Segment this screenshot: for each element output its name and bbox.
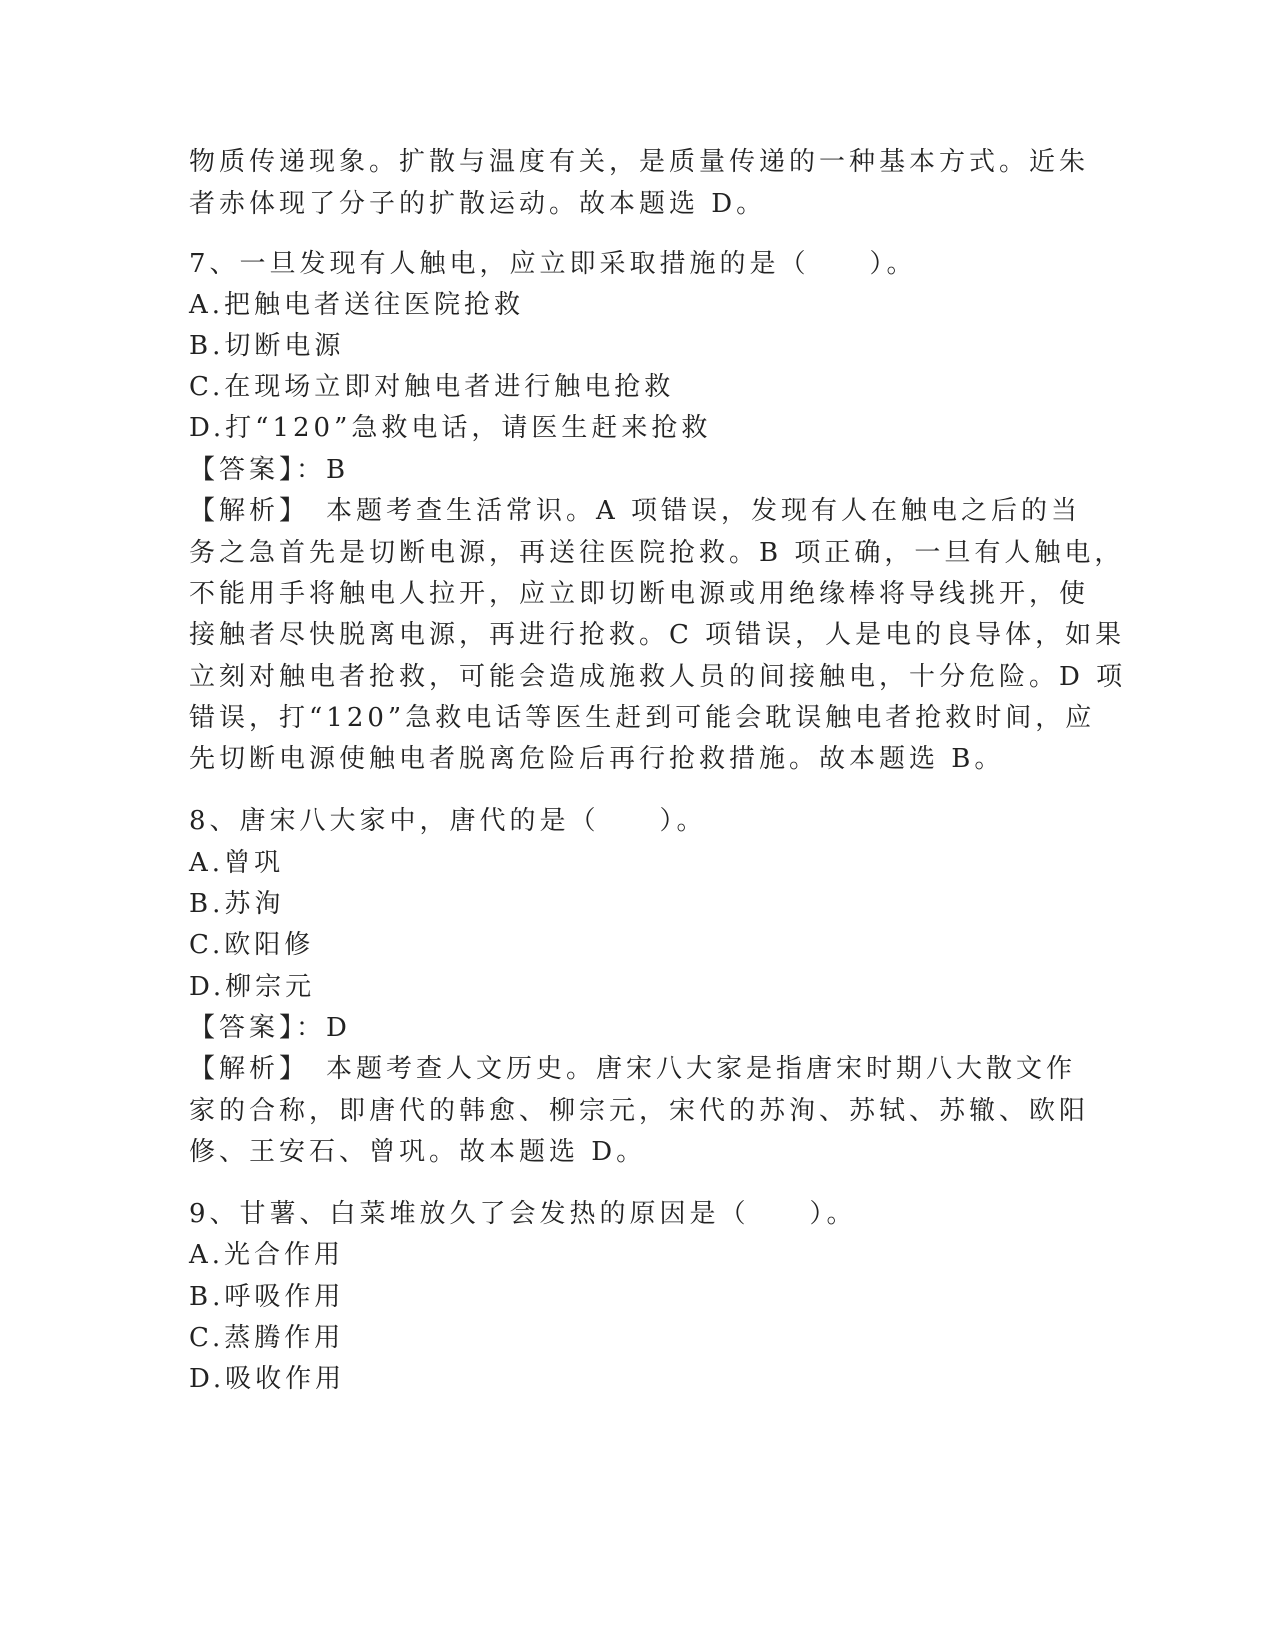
question-8-answer: 【答案】：D [189, 1013, 351, 1043]
question-7-option-d: D.打“120”急救电话，请医生赶来抢救 [189, 413, 712, 443]
question-7-explanation-line-6: 错误，打“120”急救电话等医生赶到可能会耽误触电者抢救时间，应 [189, 703, 1096, 733]
explanation-6-line-2: 者赤体现了分子的扩散运动。故本题选 D。 [189, 189, 767, 219]
question-8: 8、唐宋八大家中，唐代的是（ ）。 [189, 806, 707, 836]
question-9-option-a: A.光合作用 [189, 1240, 345, 1270]
question-8-explanation-line-3: 修、王安石、曾巩。故本题选 D。 [189, 1137, 647, 1167]
question-7-option-a: A.把触电者送往医院抢救 [189, 290, 525, 320]
question-8-option-d: D.柳宗元 [189, 972, 316, 1002]
question-7: 7、一旦发现有人触电，应立即采取措施的是（ ）。 [189, 249, 917, 279]
question-9-option-c: C.蒸腾作用 [189, 1323, 345, 1353]
question-7-option-c: C.在现场立即对触电者进行触电抢救 [189, 372, 675, 402]
question-8-explanation-line-1: 【解析】 本题考查人文历史。唐宋八大家是指唐宋时期八大散文作 [189, 1054, 1077, 1084]
question-7-explanation-line-5: 立刻对触电者抢救，可能会造成施救人员的间接触电，十分危险。D 项 [189, 662, 1127, 692]
question-8-explanation-line-2: 家的合称，即唐代的韩愈、柳宗元，宋代的苏洵、苏轼、苏辙、欧阳 [189, 1096, 1090, 1126]
question-8-option-c: C.欧阳修 [189, 930, 315, 960]
question-7-explanation-line-1: 【解析】 本题考查生活常识。A 项错误，发现有人在触电之后的当 [189, 496, 1082, 526]
question-7-explanation-line-7: 先切断电源使触电者脱离危险后再行抢救措施。故本题选 B。 [189, 744, 1005, 774]
question-8-option-a: A.曾巩 [189, 848, 285, 878]
question-7-answer: 【答案】：B [189, 455, 350, 485]
question-9-option-d: D.吸收作用 [189, 1364, 346, 1394]
question-9-option-b: B.呼吸作用 [189, 1282, 345, 1312]
question-7-option-b: B.切断电源 [189, 331, 345, 361]
question-8-option-b: B.苏洵 [189, 889, 285, 919]
explanation-6-line-1: 物质传递现象。扩散与温度有关，是质量传递的一种基本方式。近朱 [189, 147, 1090, 177]
question-9: 9、甘薯、白菜堆放久了会发热的原因是（ ）。 [189, 1199, 857, 1229]
question-7-explanation-line-2: 务之急首先是切断电源，再送往医院抢救。B 项正确，一旦有人触电， [189, 538, 1125, 568]
question-7-explanation-line-3: 不能用手将触电人拉开，应立即切断电源或用绝缘棒将导线挑开，使 [189, 579, 1090, 609]
question-7-explanation-line-4: 接触者尽快脱离电源，再进行抢救。C 项错误，人是电的良导体，如果 [189, 620, 1126, 650]
